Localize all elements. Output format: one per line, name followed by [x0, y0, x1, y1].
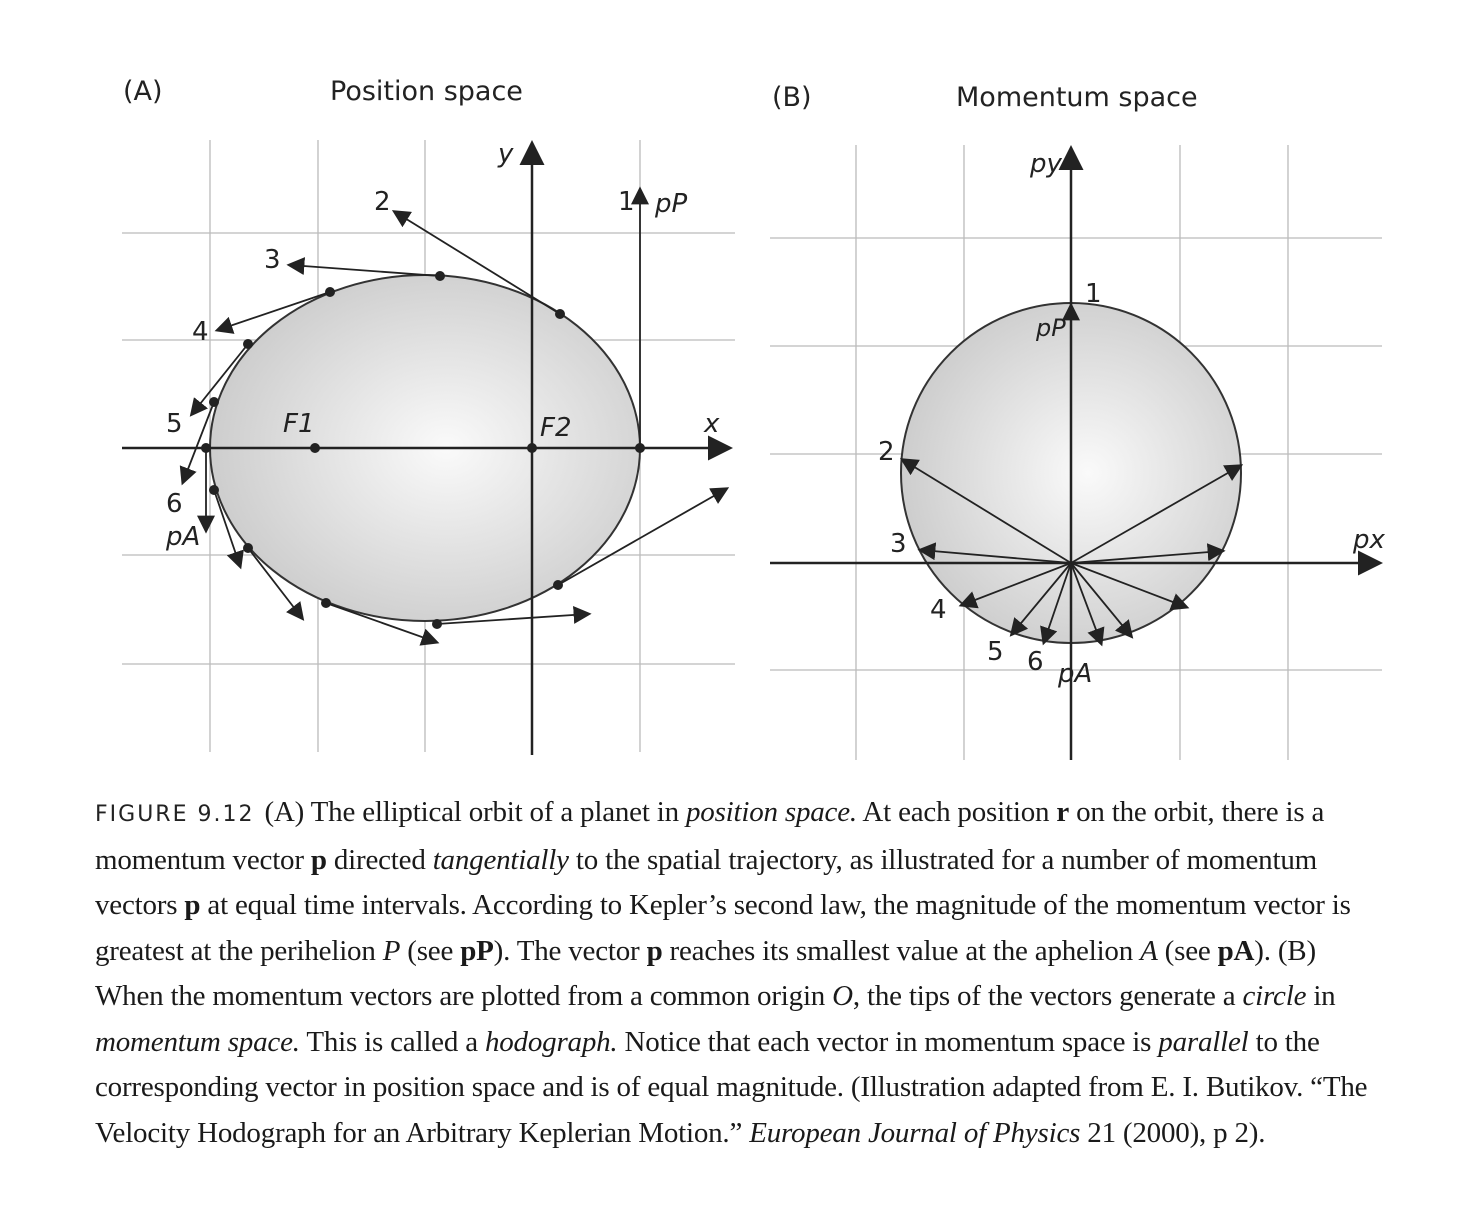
caption-em: momentum space. — [95, 1025, 300, 1058]
pa-label: pA — [166, 522, 201, 552]
b-point-5-label: 5 — [987, 637, 1004, 667]
b-point-1-label: 1 — [1085, 279, 1102, 309]
caption-bold: p — [646, 934, 663, 967]
caption-em: O — [832, 980, 853, 1012]
pp-label: pP — [655, 189, 688, 219]
caption-text: , the tips of the vectors generate a — [852, 980, 1243, 1012]
caption-bold: pP — [460, 934, 494, 967]
b-point-2-label: 2 — [878, 437, 895, 467]
b-pa-label: pA — [1058, 659, 1093, 689]
caption-text: Notice that each vector in momentum space is — [617, 1025, 1159, 1058]
point-1-label: 1 — [618, 187, 635, 217]
caption-text: At each position — [856, 796, 1057, 828]
caption-bold: pA — [1217, 934, 1255, 967]
caption-bold: p — [310, 843, 327, 876]
panel-b-title: Momentum space — [956, 82, 1198, 113]
caption-text: in — [1306, 980, 1336, 1012]
point-5-label: 5 — [166, 409, 183, 439]
caption-text: ). The vector — [493, 934, 647, 967]
caption-em: P — [382, 934, 401, 967]
caption-text: This is called a — [299, 1025, 485, 1058]
point-3-label: 3 — [264, 245, 281, 275]
b-pp-label: pP — [1036, 314, 1066, 342]
figure-tag: FIGURE 9.12 — [95, 802, 255, 827]
b-point-4-label: 4 — [930, 595, 947, 625]
panel-a-title: Position space — [330, 76, 523, 107]
caption-em: tangentially — [432, 843, 569, 876]
panel-a-tag: (A) — [123, 76, 163, 107]
caption-text: 21 (2000), p 2). — [1080, 1116, 1266, 1149]
caption-em: European Journal of Physics — [749, 1116, 1081, 1149]
caption-bold: r — [1056, 796, 1070, 828]
caption-em: A — [1140, 934, 1158, 967]
caption-text: (A) The elliptical orbit of a planet in — [264, 796, 686, 828]
point-4-label: 4 — [192, 317, 209, 347]
axis-py-label: py — [1030, 149, 1062, 179]
caption-text: (see — [400, 934, 461, 967]
figure-caption — [95, 790, 1385, 1156]
caption-em: parallel — [1158, 1025, 1249, 1058]
focus-1-label: F1 — [283, 409, 315, 439]
caption-bold: p — [184, 889, 201, 921]
caption-em: hodograph. — [484, 1025, 618, 1058]
caption-text: directed — [326, 843, 433, 876]
point-6-label: 6 — [166, 489, 183, 519]
caption-text: on the orbit, there is a momentum vector — [95, 796, 1325, 876]
caption-text: ). (B) When the momentum vectors are plotted from a common origin — [95, 934, 1316, 1012]
point-2-label: 2 — [374, 187, 391, 217]
caption-text: to the spatial trajectory, as illustrated for a number of momentum vectors — [95, 843, 1317, 921]
axis-y-label: y — [498, 139, 514, 169]
caption-text: (see — [1157, 934, 1218, 967]
focus-2-label: F2 — [540, 413, 572, 443]
axis-px-label: px — [1353, 525, 1385, 555]
b-point-3-label: 3 — [890, 529, 907, 559]
b-point-6-label: 6 — [1027, 647, 1044, 677]
caption-text: to the corresponding vector in position space and is of equal magnitude. (Illustration adapted from E. I. Butikov. “The Velocity Hodograph for an Arbitrary Keplerian Motion.” — [95, 1025, 1368, 1149]
axis-x-label: x — [704, 409, 720, 439]
caption-text: at equal time intervals. According to Kepler’s second law, the magnitude of the momentum vector is greatest at the perihelion — [95, 889, 1351, 967]
panel-b-tag: (B) — [772, 82, 812, 113]
caption-em: circle — [1242, 980, 1307, 1012]
caption-em: position space. — [685, 796, 857, 828]
caption-text: reaches its smallest value at the aphelion — [662, 934, 1141, 967]
